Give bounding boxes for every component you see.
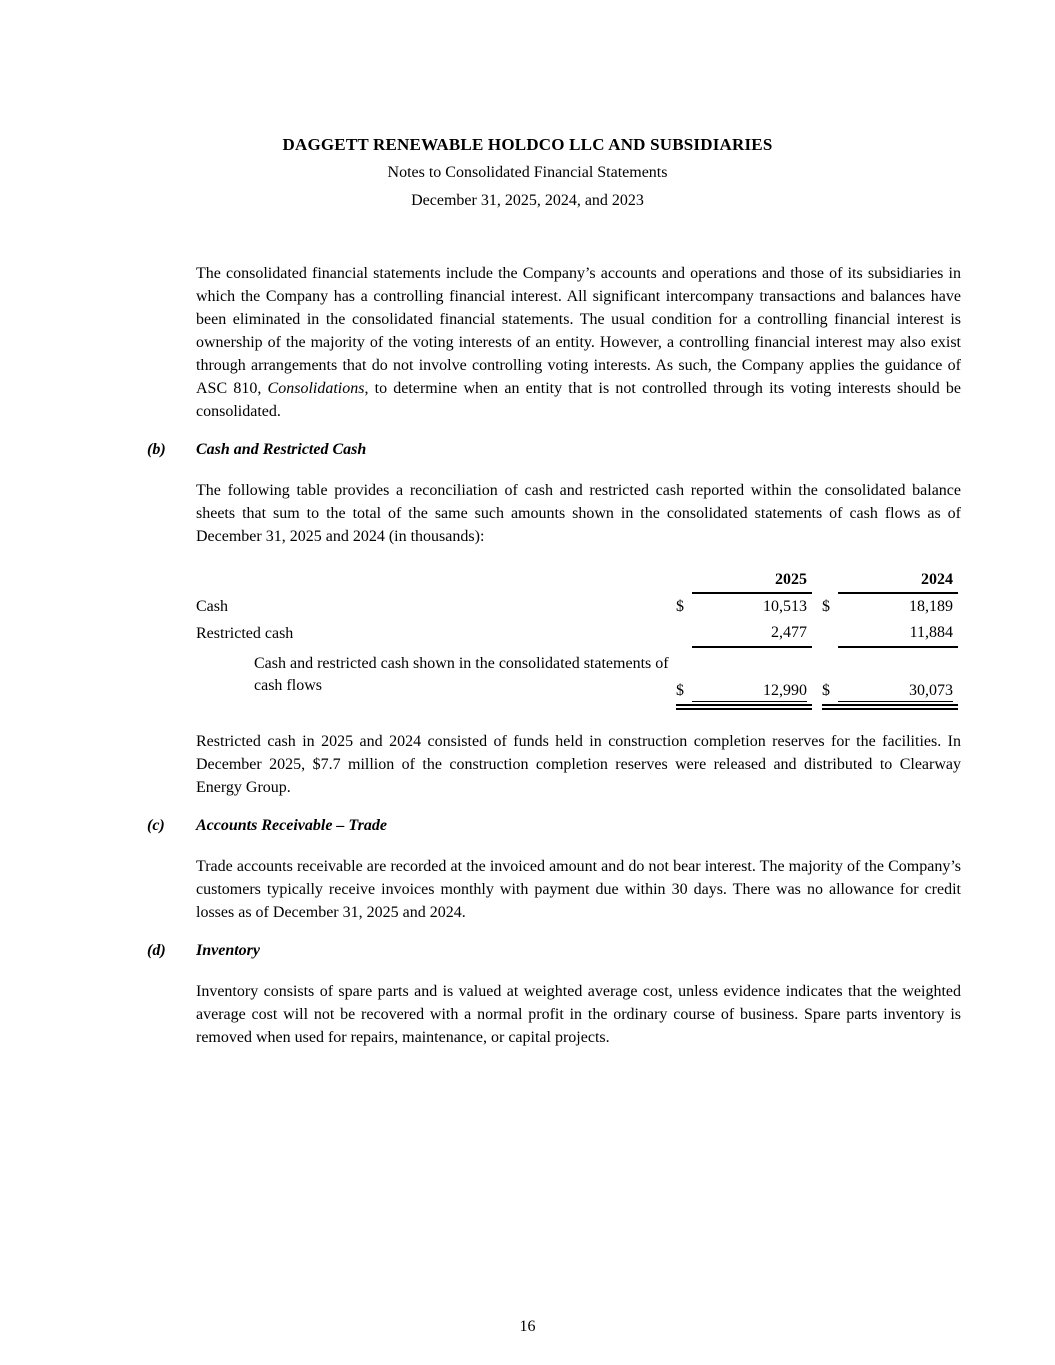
paragraph-text: The consolidated financial statements include the Company’s accounts and operations and those of its subsidiaries in which the Company has a controlling financial interest. All significant intercompany transactions and balances have been eliminated in the consolidated financial statements. The usual condition for a controlling financial interest is ownership of the majority of the voting interests of an entity. However, a controlling financial interest may also exist through arrangements that do not involve controlling voting interests. As such, the Company applies the guidance of ASC 810, bbox=[196, 265, 961, 397]
restricted-cash-value-2024: 11,884 bbox=[838, 620, 958, 647]
header-spacer bbox=[676, 569, 692, 593]
table-row-cash bbox=[196, 593, 958, 620]
cash-reconciliation-table bbox=[196, 569, 958, 710]
currency-symbol-text: $ bbox=[676, 681, 684, 699]
total-value-2025-text: 12,990 bbox=[692, 682, 807, 702]
document-body bbox=[147, 262, 961, 1049]
restricted-cash-value-2025: 2,477 bbox=[692, 620, 812, 647]
section-title: Accounts Receivable – Trade bbox=[196, 817, 387, 834]
document-dateline: December 31, 2025, 2024, and 2023 bbox=[411, 192, 644, 209]
italic-term: Consolidations bbox=[267, 380, 365, 397]
page-number: 16 bbox=[519, 1318, 536, 1335]
table-row-total bbox=[196, 647, 958, 707]
company-name: DAGGETT RENEWABLE HOLDCO LLC AND SUBSIDIARIES bbox=[282, 135, 773, 154]
column-gap bbox=[812, 620, 822, 647]
column-header-2024: 2024 bbox=[838, 569, 958, 593]
currency-symbol: $ bbox=[676, 598, 684, 615]
section-label: (b) bbox=[147, 441, 166, 458]
document-subtitle: Notes to Consolidated Financial Statements bbox=[387, 164, 668, 181]
column-gap bbox=[812, 647, 822, 707]
consolidation-paragraph bbox=[196, 262, 961, 423]
currency-symbol bbox=[676, 647, 692, 707]
document-header bbox=[0, 131, 1055, 215]
row-label-cash: Cash bbox=[196, 598, 228, 615]
currency-symbol bbox=[676, 620, 692, 647]
section-heading-cash-and-restricted-cash bbox=[147, 438, 961, 461]
inventory-paragraph: Inventory consists of spare parts and is valued at weighted average cost, unless evidence indicates that the weighted average cost will not be recovered with a normal profit in the ordinary course of business. Spare parts inventory is removed when used for repairs, maintenance, or capital projects. bbox=[196, 983, 961, 1046]
column-gap bbox=[812, 593, 822, 620]
cash-value-2024: 18,189 bbox=[909, 598, 953, 615]
currency-symbol-text: $ bbox=[822, 681, 830, 699]
currency-symbol bbox=[822, 620, 838, 647]
currency-symbol bbox=[822, 647, 838, 707]
accounts-receivable-paragraph: Trade accounts receivable are recorded at the invoiced amount and do not bear interest. The majority of the Company’s customers typically receive invoices monthly with payment due within 30 days. There was no allowance for credit losses as of December 31, 2025 and 2024. bbox=[196, 858, 961, 921]
cash-value-2025: 10,513 bbox=[763, 598, 807, 615]
cash-reconciliation-intro-paragraph: The following table provides a reconciliation of cash and restricted cash reported within the consolidated balance sheets that sum to the total of the same such amounts shown in the consolidated statements of cash flows as of December 31, 2025 and 2024 (in thousands): bbox=[196, 482, 961, 545]
total-value-2024 bbox=[838, 647, 958, 707]
table-header-row bbox=[196, 569, 958, 593]
section-title: Inventory bbox=[196, 942, 260, 959]
total-value-2025 bbox=[692, 647, 812, 707]
table-row-restricted-cash bbox=[196, 620, 958, 647]
header-spacer bbox=[196, 569, 676, 593]
restricted-cash-explanation-paragraph: Restricted cash in 2025 and 2024 consisted of funds held in construction completion reserves for the facilities. In December 2025, $7.7 million of the construction completion reserves were released and distributed to Clearway Energy Group. bbox=[196, 733, 961, 796]
column-gap bbox=[812, 569, 822, 593]
header-spacer bbox=[822, 569, 838, 593]
currency-symbol: $ bbox=[822, 598, 830, 615]
section-label: (d) bbox=[147, 942, 166, 959]
total-value-2024-text: 30,073 bbox=[838, 682, 953, 702]
section-heading-inventory bbox=[147, 939, 961, 962]
column-header-2025: 2025 bbox=[692, 569, 812, 593]
row-label-total: Cash and restricted cash shown in the consolidated statements of cash flows bbox=[254, 655, 669, 694]
section-heading-accounts-receivable bbox=[147, 814, 961, 837]
row-label-restricted-cash: Restricted cash bbox=[196, 625, 294, 642]
section-title: Cash and Restricted Cash bbox=[196, 441, 367, 458]
paragraph-text: , to determine when an entity that is not controlled through its voting interests should be consolidated. bbox=[196, 380, 962, 420]
section-label: (c) bbox=[147, 817, 165, 834]
